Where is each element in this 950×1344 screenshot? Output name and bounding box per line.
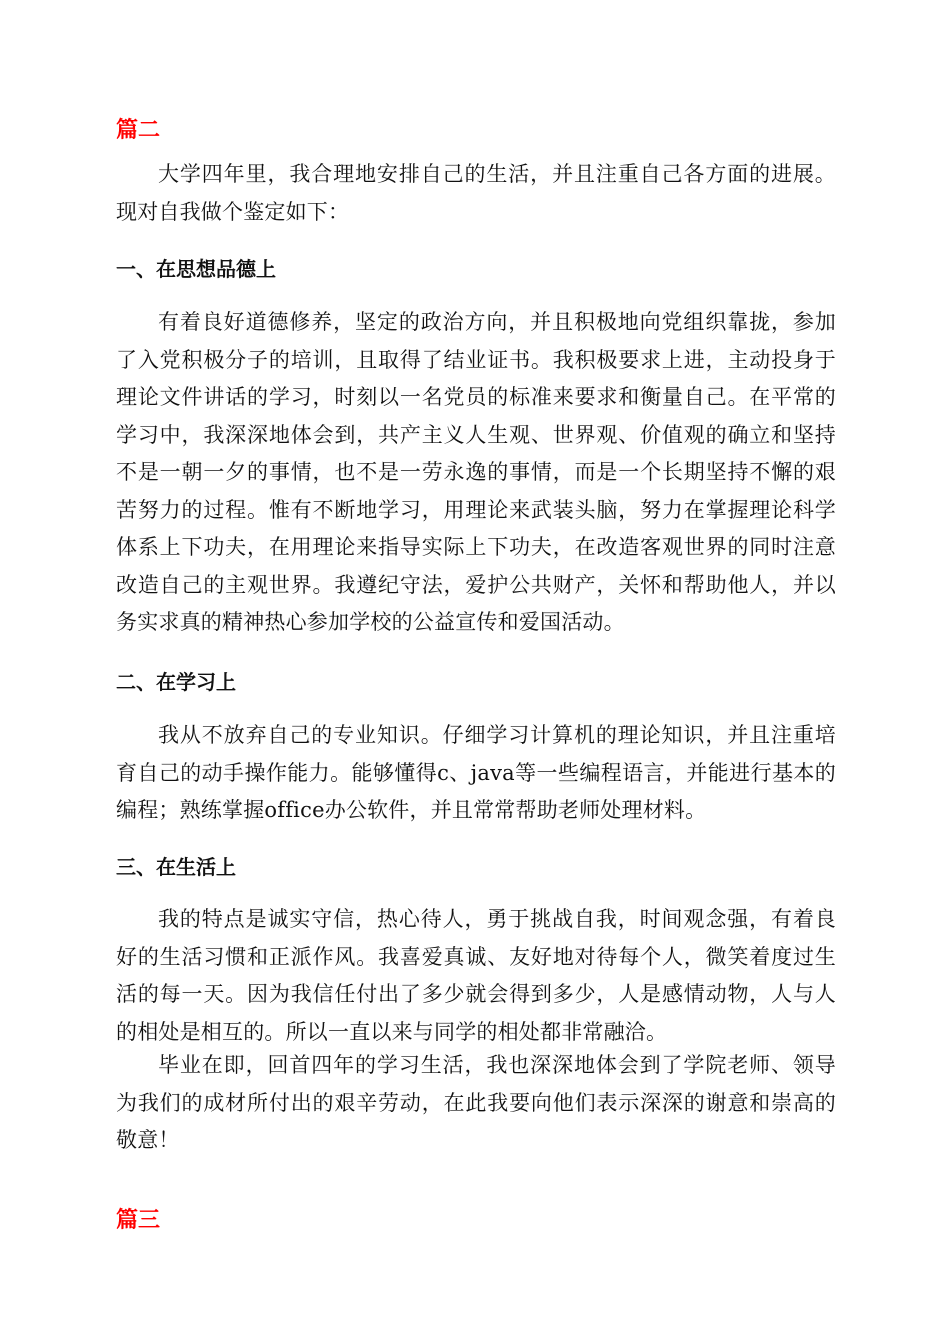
- paragraph-morality: 有着良好道德修养，坚定的政治方向，并且积极地向党组织靠拢，参加了入党积极分子的培训，且取得了结业证书。我积极要求上进，主动投身于理论文件讲话的学习，时刻以一名党员的标准来要求和衡量自己。在平常的学习中，我深深地体会到，共产主义人生观、世界观、价值观的确立和坚持不是一朝一夕的事情，也不是一劳永逸的事情，而是一个长期坚持不懈的艰苦努力的过程。惟有不断地学习，用理论来武装头脑，努力在掌握理论科学体系上下功夫，在用理论来指导实际上下功夫，在改造客观世界的同时注意改造自己的主观世界。我遵纪守法，爱护公共财产，关怀和帮助他人，并以务实求真的精神热心参加学校的公益宣传和爱国活动。: [116, 310, 836, 634]
- intro-paragraph: 大学四年里，我合理地安排自己的生活，并且注重自己各方面的进展。现对自我做个鉴定如下：: [116, 162, 836, 224]
- paragraph-life: 我的特点是诚实守信，热心待人，勇于挑战自我，时间观念强，有着良好的生活习惯和正派作风。我喜爱真诚、友好地对待每个人，微笑着度过生活的每一天。因为我信任付出了多少就会得到多少，人是感情动物，人与人的相处是相互的。所以一直以来与同学的相处都非常融洽。: [116, 907, 836, 1044]
- heading-life: 三、在生活上: [116, 855, 236, 879]
- paragraph-closing: 毕业在即，回首四年的学习生活，我也深深地体会到了学院老师、领导为我们的成材所付出的艰辛劳动，在此我要向他们表示深深的谢意和崇高的敬意！: [116, 1053, 836, 1152]
- heading-study: 二、在学习上: [116, 670, 236, 694]
- heading-morality: 一、在思想品德上: [116, 257, 276, 281]
- section-title-2: 篇二: [116, 118, 161, 143]
- section-title-3: 篇三: [116, 1208, 161, 1233]
- paragraph-study: 我从不放弃自己的专业知识。仔细学习计算机的理论知识，并且注重培育自己的动手操作能力。能够懂得c、java等一些编程语言，并能进行基本的编程；熟练掌握office办公软件，并且常常帮助老师处理材料。: [116, 723, 836, 822]
